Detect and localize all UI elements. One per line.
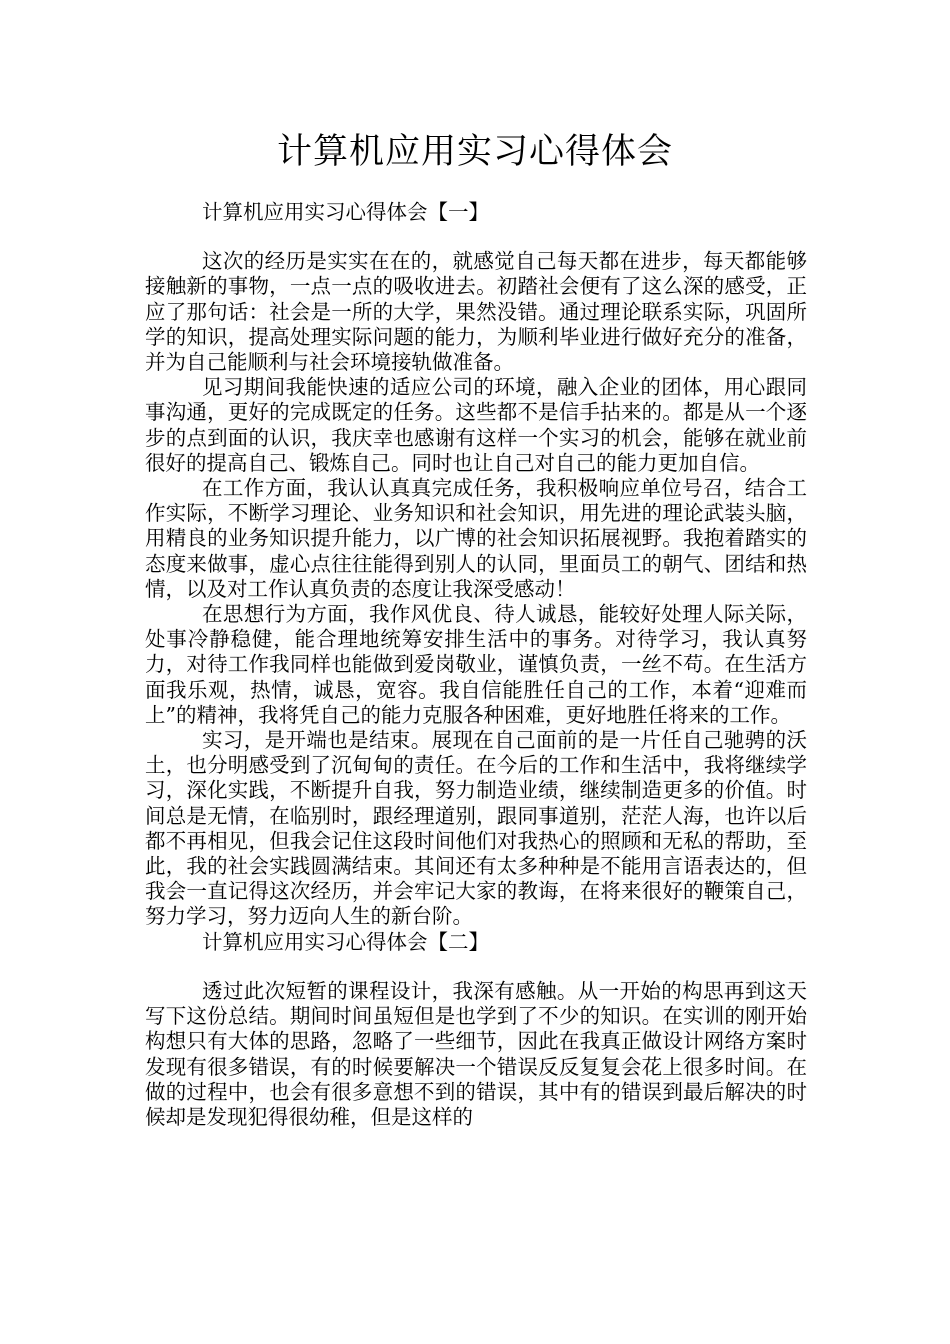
document-body: [145, 200, 807, 1130]
spacer: [145, 955, 807, 979]
paragraph: 实习，是开端也是结束。展现在自己面前的是一片任自己驰骋的沃土，也分明感受到了沉甸甸的责任。在今后的工作和生活中，我将继续学习，深化实践，不断提升自我，努力制造业绩，继续制造更多的价值。时间总是无情，在临别时，跟经理道别，跟同事道别，茫茫人海，也许以后都不再相见，但我会记住这段时间他们对我热心的照顾和无私的帮助，至此，我的社会实践圆满结束。其间还有太多种种是不能用言语表达的，但我会一直记得这次经历，并会牢记大家的教诲，在将来很好的鞭策自己，努力学习，努力迈向人生的新台阶。: [145, 728, 807, 929]
paragraph: 见习期间我能快速的适应公司的环境，融入企业的团体，用心跟同事沟通，更好的完成既定的任务。这些都不是信手拈来的。都是从一个逐步的点到面的认识，我庆幸也感谢有这样一个实习的机会，能够在就业前很好的提高自己、锻炼自己。同时也让自己对自己的能力更加自信。: [145, 375, 807, 475]
section-heading-1: 计算机应用实习心得体会【一】: [202, 200, 489, 224]
spacer: [145, 225, 807, 249]
paragraph: 在工作方面，我认认真真完成任务，我积极响应单位号召，结合工作实际，不断学习理论、业务知识和社会知识，用先进的理论武装头脑，用精良的业务知识提升能力，以广博的社会知识拓展视野。我抱着踏实的态度来做事，虚心点往往能得到别人的认同，里面员工的朝气、团结和热情，以及对工作认真负责的态度让我深受感动！: [145, 476, 807, 601]
paragraph: 在思想行为方面，我作风优良、待人诚恳，能较好处理人际关际，处事冷静稳健，能合理地统筹安排生活中的事务。对待学习，我认真努力，对待工作我同样也能做到爱岗敬业，谨慎负责，一丝不苟。在生活方面我乐观，热情，诚恳，宽容。我自信能胜任自己的工作，本着“迎难而上”的精神，我将凭自己的能力克服各种困难，更好地胜任将来的工作。: [145, 602, 807, 727]
document-title: 计算机应用实习心得体会: [276, 132, 673, 172]
paragraph: 透过此次短暂的课程设计，我深有感触。从一开始的构思再到这天写下这份总结。期间时间虽短但是也学到了不少的知识。在实训的刚开始构想只有大体的思路，忽略了一些细节，因此在我真正做设计网络方案时发现有很多错误，有的时候要解决一个错误反反复复会花上很多时间。在做的过程中，也会有很多意想不到的错误，其中有的错误到最后解决的时候却是发现犯得很幼稚，但是这样的: [145, 978, 807, 1129]
section-heading-2: 计算机应用实习心得体会【二】: [202, 929, 489, 954]
paragraph: 这次的经历是实实在在的，就感觉自己每天都在进步，每天都能够接触新的事物，一点一点的吸收进去。初踏社会便有了这么深的感受，正应了那句话：社会是一所的大学，果然没错。通过理论联系实际，巩固所学的知识，提高处理实际问题的能力，为顺利毕业进行做好充分的准备，并为自己能顺利与社会环境接轨做准备。: [145, 249, 807, 375]
